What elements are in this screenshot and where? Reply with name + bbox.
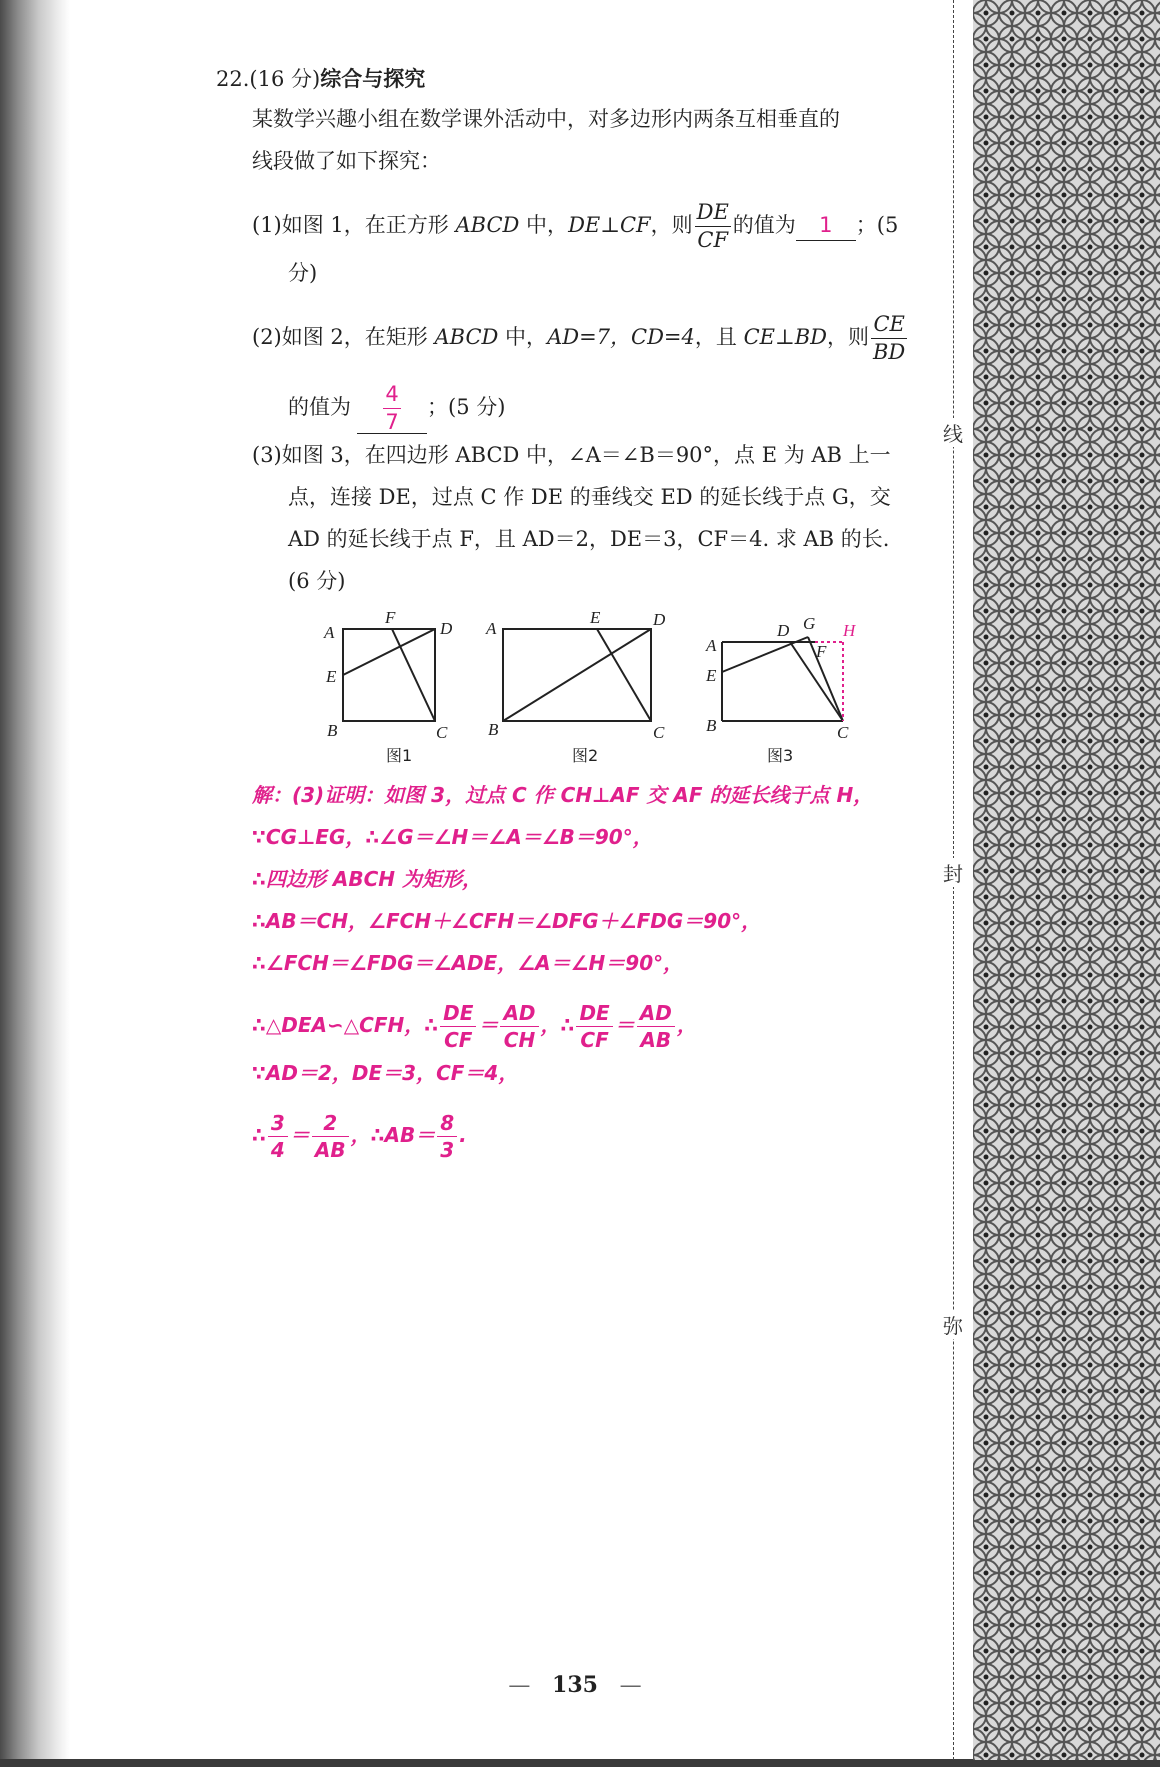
part2-text-mid: 中， <box>498 325 548 349</box>
fig2-label: A <box>486 619 497 638</box>
part2-answer: $\frac{4}{7}$ <box>385 382 399 434</box>
part2-text-and: ，且 <box>694 325 744 349</box>
solution-line-1: 解：(3)证明：如图 3，过点 C 作 CH⊥AF 交 AF 的延长线于点 H， <box>252 783 874 807</box>
fig1-label: B <box>327 721 338 740</box>
fig2-label: B <box>488 720 499 739</box>
fig1-label: D <box>440 619 453 638</box>
part1-text-before: 如图 1，在正方形 <box>281 213 456 237</box>
part2-line <box>252 314 909 363</box>
part1-answer: 1 <box>819 213 833 237</box>
problem-points: (16 分) <box>249 67 321 91</box>
part1-line <box>252 202 898 251</box>
solution-line-3: ∴四边形 ABCH 为矩形， <box>252 867 482 891</box>
solution-line-7: ∵AD＝2，DE＝3，CF＝4， <box>252 1061 519 1085</box>
part3-line-1: (3)如图 3，在四边形 ABCD 中，∠A＝∠B＝90°，点 E 为 AB 上一 <box>252 443 891 467</box>
solution-line-8: ∴ $\frac{3}{4}$ ＝ $\frac{2}{AB}$ ，∴AB＝ $\frac{8}{3}$ . <box>252 1111 467 1162</box>
part2-label: (2) <box>252 325 282 349</box>
part2-condition: AD=7，CD=4 <box>547 325 695 349</box>
part3-points: (6 分) <box>288 569 346 593</box>
intro-line-2: 线段做了如下探究： <box>252 149 441 173</box>
problem-number: 22. <box>216 67 250 91</box>
bottom-edge <box>0 1759 1160 1767</box>
part2-text-then: ，则 <box>827 325 869 349</box>
part2-points: ；(5 分) <box>427 395 506 419</box>
fig2-label: C <box>653 723 665 742</box>
fig1-label: A <box>324 623 335 642</box>
problem-header <box>216 64 425 94</box>
fig2-label: D <box>653 610 666 629</box>
solution-fraction: $\frac{DE}{CF}$ <box>440 1003 476 1050</box>
fig3-label: F <box>816 642 827 661</box>
part2-line-2 <box>288 384 505 434</box>
part2-fraction: $\frac{CE}{BD}$ <box>873 312 906 364</box>
part1-text-mid: 中， <box>519 213 569 237</box>
part2-text-before: 如图 2，在矩形 <box>281 325 435 349</box>
figures <box>310 605 870 775</box>
part1-label: (1) <box>252 213 282 237</box>
part2-answer-blank <box>357 384 427 434</box>
binding-label-mi: 弥 <box>941 1310 965 1339</box>
part1-text-after: 的值为 <box>732 213 796 237</box>
binding-label-feng: 封 <box>941 858 965 887</box>
solution-line-2: ∵CG⊥EG，∴∠G＝∠H＝∠A＝∠B＝90°， <box>252 825 653 849</box>
binding-label-xian: 线 <box>941 418 965 447</box>
fig2-caption: 图2 <box>572 746 599 765</box>
problem-category: 综合与探究 <box>320 67 426 91</box>
part3-line-3: AD 的延长线于点 F，且 AD＝2，DE＝3，CF＝4. 求 AB 的长. <box>288 527 890 551</box>
solution-fraction: $\frac{8}{3}$ <box>437 1113 457 1160</box>
solution-line-5: ∴∠FCH＝∠FDG＝∠ADE，∠A＝∠H＝90°， <box>252 951 684 975</box>
part3-line-2: 点，连接 DE，过点 C 作 DE 的垂线交 ED 的延长线于点 G，交 <box>288 485 891 509</box>
fig1-label: C <box>436 723 448 742</box>
fig1-label: F <box>385 608 396 627</box>
fig2-label: E <box>590 608 601 627</box>
solution-fraction: $\frac{3}{4}$ <box>268 1113 288 1160</box>
part2-text-after: 的值为 <box>288 395 351 419</box>
book-spine-shadow <box>0 0 70 1767</box>
solution-fraction: $\frac{AD}{CH}$ <box>500 1003 538 1050</box>
part1-answer-blank <box>796 210 856 241</box>
fig3-label: H <box>843 621 856 640</box>
figure-2 <box>503 629 651 721</box>
fig3-label: A <box>706 636 717 655</box>
solution-line-4: ∴AB＝CH，∠FCH＋∠CFH＝∠DFG＋∠FDG＝90°， <box>252 909 762 933</box>
figure-1 <box>343 629 435 721</box>
fig3-label: C <box>837 723 849 742</box>
fig1-label: E <box>326 667 337 686</box>
intro-line-1: 某数学兴趣小组在数学课外活动中，对多边形内两条互相垂直的 <box>252 107 840 131</box>
page-number: — 135 — <box>508 1672 642 1698</box>
part2-shape: ABCD <box>434 325 499 349</box>
part1-shape: ABCD <box>455 213 520 237</box>
fig3-caption: 图3 <box>767 746 794 765</box>
part1-fraction: $\frac{DE}{CF}$ <box>696 200 729 252</box>
solution-line-6: ∴△DEA∽△CFH，∴ $\frac{DE}{CF}$ ＝ $\frac{AD}{CH}$ ，∴ $\frac{DE}{CF}$ ＝ $\frac{AD}{AB}$ ， <box>252 1001 697 1052</box>
part1-text-then: ，则 <box>650 213 693 237</box>
decorative-pattern-strip <box>973 0 1160 1760</box>
fig3-label: E <box>706 666 717 685</box>
fig3-label: G <box>803 614 816 633</box>
fig1-caption: 图1 <box>386 746 413 765</box>
part1-points-cont: 分) <box>288 261 318 285</box>
part2-condition2: CE⊥BD <box>743 325 827 349</box>
solution-fraction: $\frac{DE}{CF}$ <box>576 1003 612 1050</box>
solution-fraction: $\frac{2}{AB}$ <box>312 1113 349 1160</box>
solution-fraction: $\frac{AD}{AB}$ <box>637 1003 675 1050</box>
part1-points: ；(5 <box>855 213 899 237</box>
part1-condition: DE⊥CF <box>568 213 651 237</box>
fig3-label: D <box>777 621 790 640</box>
fig3-label: B <box>706 716 717 735</box>
